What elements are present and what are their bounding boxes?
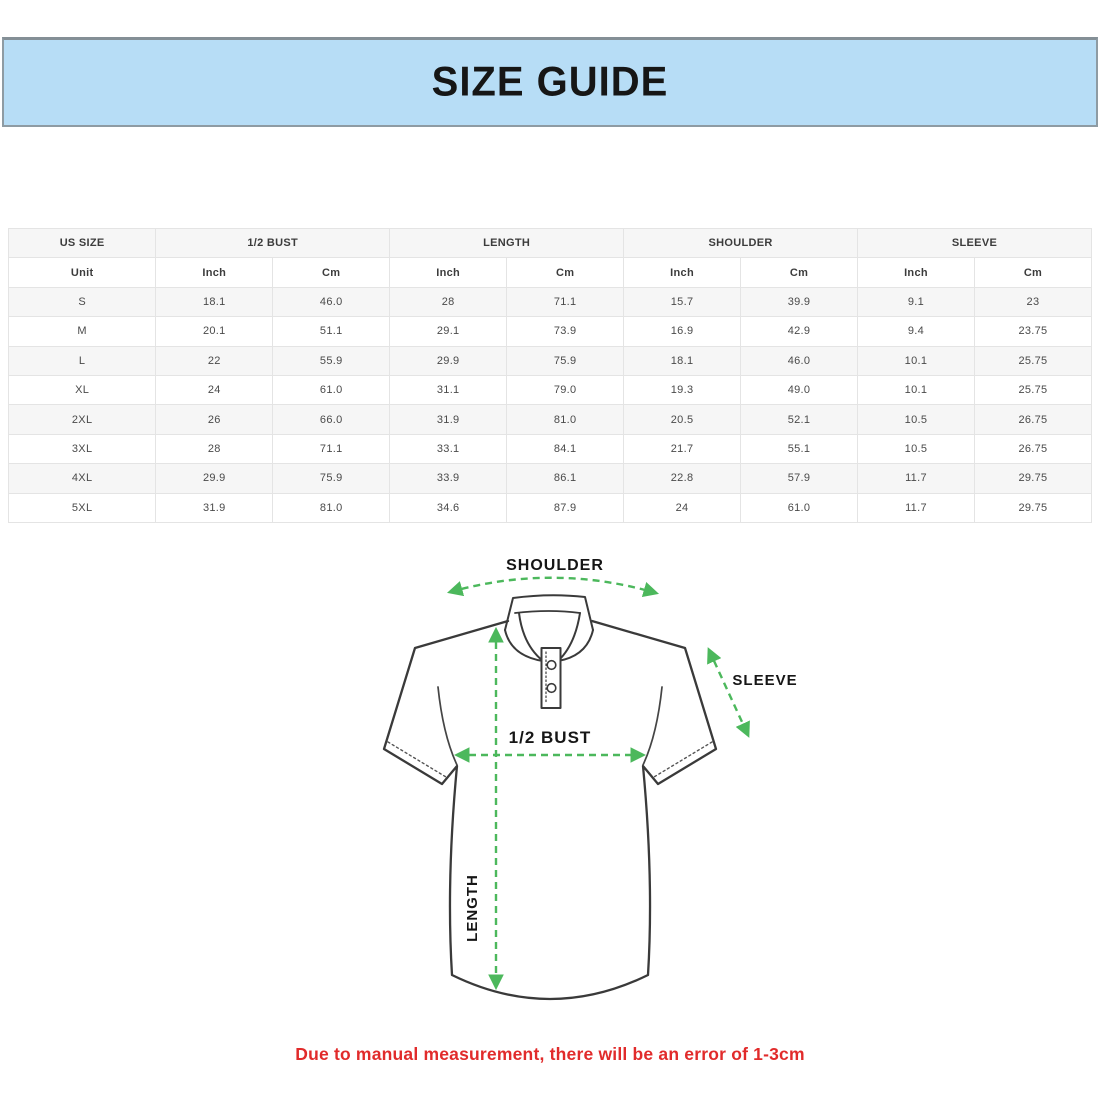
value-cell: 26.75 (974, 405, 1091, 434)
unit-header: Inch (156, 258, 273, 287)
value-cell: 23.75 (974, 317, 1091, 346)
value-cell: 29.9 (156, 464, 273, 493)
size-cell: L (9, 346, 156, 375)
measurement-disclaimer: Due to manual measurement, there will be an error of 1-3cm (295, 1044, 805, 1064)
value-cell: 18.1 (624, 346, 741, 375)
table-group-header-row (9, 229, 1092, 258)
column-header-us-size: US SIZE (9, 229, 156, 258)
size-guide-banner (2, 37, 1098, 127)
value-cell: 46.0 (741, 346, 858, 375)
value-cell: 55.9 (273, 346, 390, 375)
value-cell: 52.1 (741, 405, 858, 434)
column-header-sleeve: SLEEVE (858, 229, 1092, 258)
value-cell: 10.5 (858, 405, 975, 434)
length-label: LENGTH (464, 874, 481, 942)
size-table-body (9, 287, 1092, 522)
table-row (9, 405, 1092, 434)
value-cell: 15.7 (624, 287, 741, 316)
shoulder-measure-arrow (450, 578, 656, 593)
table-row (9, 493, 1092, 522)
value-cell: 24 (156, 375, 273, 404)
value-cell: 46.0 (273, 287, 390, 316)
unit-header: Inch (858, 258, 975, 287)
table-row (9, 375, 1092, 404)
value-cell: 84.1 (507, 434, 624, 463)
value-cell: 11.7 (858, 464, 975, 493)
half-bust-label: 1/2 BUST (508, 728, 592, 747)
value-cell: 86.1 (507, 464, 624, 493)
unit-header: Inch (624, 258, 741, 287)
value-cell: 73.9 (507, 317, 624, 346)
value-cell: 22.8 (624, 464, 741, 493)
table-row (9, 464, 1092, 493)
table-row (9, 346, 1092, 375)
value-cell: 29.1 (390, 317, 507, 346)
value-cell: 61.0 (741, 493, 858, 522)
size-cell: S (9, 287, 156, 316)
unit-header: Cm (507, 258, 624, 287)
size-cell: 4XL (9, 464, 156, 493)
value-cell: 19.3 (624, 375, 741, 404)
unit-header: Cm (273, 258, 390, 287)
table-row (9, 434, 1092, 463)
table-row (9, 287, 1092, 316)
value-cell: 25.75 (974, 375, 1091, 404)
value-cell: 28 (156, 434, 273, 463)
value-cell: 33.9 (390, 464, 507, 493)
value-cell: 87.9 (507, 493, 624, 522)
value-cell: 21.7 (624, 434, 741, 463)
value-cell: 23 (974, 287, 1091, 316)
sleeve-measure-arrow (709, 650, 748, 735)
size-cell: 2XL (9, 405, 156, 434)
value-cell: 24 (624, 493, 741, 522)
value-cell: 79.0 (507, 375, 624, 404)
value-cell: 66.0 (273, 405, 390, 434)
value-cell: 26 (156, 405, 273, 434)
column-header-half-bust: 1/2 BUST (156, 229, 390, 258)
value-cell: 33.1 (390, 434, 507, 463)
value-cell: 49.0 (741, 375, 858, 404)
value-cell: 10.1 (858, 375, 975, 404)
value-cell: 55.1 (741, 434, 858, 463)
unit-header: Cm (741, 258, 858, 287)
size-cell: 5XL (9, 493, 156, 522)
value-cell: 29.75 (974, 493, 1091, 522)
value-cell: 9.1 (858, 287, 975, 316)
column-header-shoulder: SHOULDER (624, 229, 858, 258)
unit-header: Cm (974, 258, 1091, 287)
shirt-measurement-diagram (350, 545, 850, 1045)
value-cell: 34.6 (390, 493, 507, 522)
value-cell: 81.0 (273, 493, 390, 522)
value-cell: 71.1 (507, 287, 624, 316)
value-cell: 75.9 (273, 464, 390, 493)
value-cell: 11.7 (858, 493, 975, 522)
column-header-length: LENGTH (390, 229, 624, 258)
size-table-container (8, 228, 1092, 523)
table-unit-header-row (9, 258, 1092, 287)
sleeve-label: SLEEVE (732, 672, 798, 689)
size-cell: XL (9, 375, 156, 404)
value-cell: 10.1 (858, 346, 975, 375)
value-cell: 29.75 (974, 464, 1091, 493)
size-cell: 3XL (9, 434, 156, 463)
page-title: SIZE GUIDE (431, 58, 669, 106)
value-cell: 10.5 (858, 434, 975, 463)
value-cell: 39.9 (741, 287, 858, 316)
value-cell: 61.0 (273, 375, 390, 404)
size-cell: M (9, 317, 156, 346)
value-cell: 57.9 (741, 464, 858, 493)
value-cell: 18.1 (156, 287, 273, 316)
value-cell: 31.9 (156, 493, 273, 522)
table-row (9, 317, 1092, 346)
value-cell: 25.75 (974, 346, 1091, 375)
value-cell: 29.9 (390, 346, 507, 375)
value-cell: 31.9 (390, 405, 507, 434)
value-cell: 28 (390, 287, 507, 316)
unit-header: Inch (390, 258, 507, 287)
value-cell: 9.4 (858, 317, 975, 346)
value-cell: 26.75 (974, 434, 1091, 463)
value-cell: 81.0 (507, 405, 624, 434)
value-cell: 20.1 (156, 317, 273, 346)
value-cell: 42.9 (741, 317, 858, 346)
unit-header: Unit (9, 258, 156, 287)
value-cell: 31.1 (390, 375, 507, 404)
value-cell: 22 (156, 346, 273, 375)
polo-shirt-outline (384, 595, 716, 999)
value-cell: 16.9 (624, 317, 741, 346)
value-cell: 51.1 (273, 317, 390, 346)
value-cell: 75.9 (507, 346, 624, 375)
shoulder-label: SHOULDER (506, 557, 604, 574)
value-cell: 20.5 (624, 405, 741, 434)
value-cell: 71.1 (273, 434, 390, 463)
size-table (8, 228, 1092, 523)
